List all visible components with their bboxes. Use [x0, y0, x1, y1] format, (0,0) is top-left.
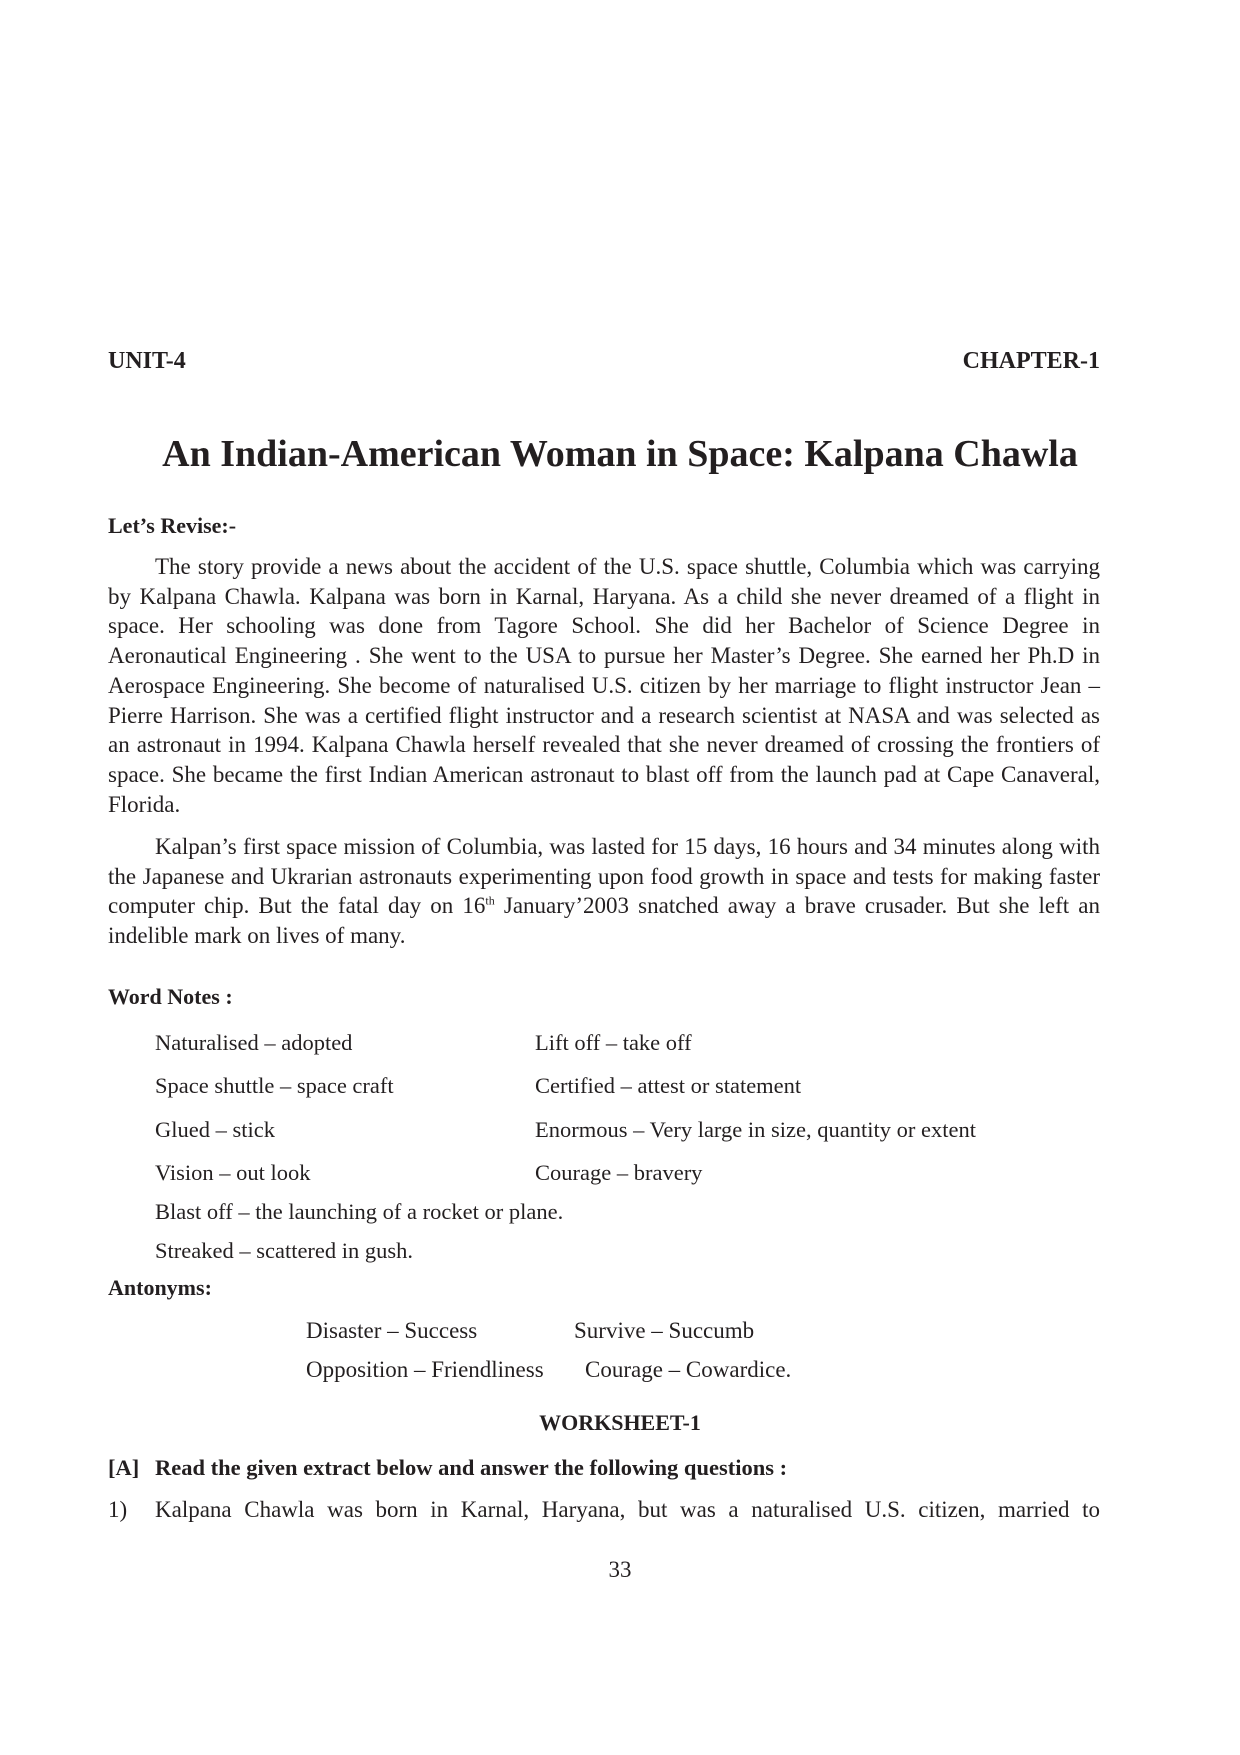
antonyms-heading: Antonyms: [108, 1275, 212, 1300]
word-note-item: Naturalised – adopted [155, 1030, 353, 1055]
paragraph-part-a: Kalpan’s first space mission of Columbia, was lasted for 15 days, 16 hours and 34 minutes along with the Japanese and Ukrarian astronauts experimenting upon food growth in space and tests for making faster computer chip. But the fatal day on 16 [108, 834, 1100, 919]
worksheet-title: WORKSHEET-1 [539, 1410, 701, 1435]
paragraph-text: The story provide a news about the accident of the U.S. space shuttle, Columbia which was carrying by Kalpana Chawla. Kalpana was born in Karnal, Haryana. As a child she never dreamed of a flight in space. Her schooling was done from Tagore School. She did her Bachelor of Science Degree in Aeronautical Engineering . She went to the USA to pursue her Master’s Degree. She earned her Ph.D in Aerospace Engineering. She become of naturalised U.S. citizen by her marriage to flight instructor Jean –Pierre Harrison. She was a certified flight instructor and a research scientist at NASA and was selected as an astronaut in 1994. Kalpana Chawla herself revealed that she never dreamed of crossing the frontiers of space. She became the first Indian American astronaut to blast off from the launch pad at Cape Canaveral, Florida. [108, 554, 1100, 817]
word-note-item: Blast off – the launching of a rocket or plane. [155, 1199, 564, 1224]
page-title: An Indian-American Woman in Space: Kalpana Chawla [162, 433, 1078, 475]
ordinal-suffix: th [485, 893, 495, 908]
paragraph-text [108, 832, 1100, 951]
page-number: 33 [608, 1557, 632, 1582]
word-note-item: Glued – stick [155, 1117, 275, 1142]
revise-heading: Let’s Revise:- [108, 513, 237, 538]
word-note-item: Certified – attest or statement [535, 1073, 802, 1098]
word-notes-heading: Word Notes : [108, 984, 233, 1009]
word-note-item: Courage – bravery [535, 1160, 703, 1185]
section-label: [A] [108, 1455, 140, 1480]
antonym-pair: Courage – Cowardice. [585, 1357, 792, 1382]
antonym-pair: Disaster – Success [306, 1318, 478, 1343]
antonym-pair: Opposition – Friendliness [306, 1357, 544, 1382]
chapter-label: CHAPTER-1 [962, 348, 1100, 374]
word-note-item: Space shuttle – space craft [155, 1073, 394, 1098]
antonym-pair: Survive – Succumb [574, 1318, 755, 1343]
revise-paragraph-1 [108, 552, 1100, 819]
word-note-item: Enormous – Very large in size, quantity or extent [535, 1117, 976, 1142]
word-note-item: Streaked – scattered in gush. [155, 1238, 414, 1263]
word-note-item: Vision – out look [155, 1160, 311, 1185]
revise-paragraph-2 [108, 832, 1100, 951]
question-number: 1) [108, 1497, 128, 1522]
unit-label: UNIT-4 [108, 348, 186, 374]
paragraph-part-b: January’2003 snatched away a brave crusader. But she left an indelible mark on lives of many. [108, 893, 1100, 949]
word-note-item: Lift off – take off [535, 1030, 692, 1055]
section-instruction: Read the given extract below and answer the following questions : [155, 1455, 788, 1480]
question-text: Kalpana Chawla was born in Karnal, Haryana, but was a naturalised U.S. citizen, married to [155, 1497, 1100, 1522]
